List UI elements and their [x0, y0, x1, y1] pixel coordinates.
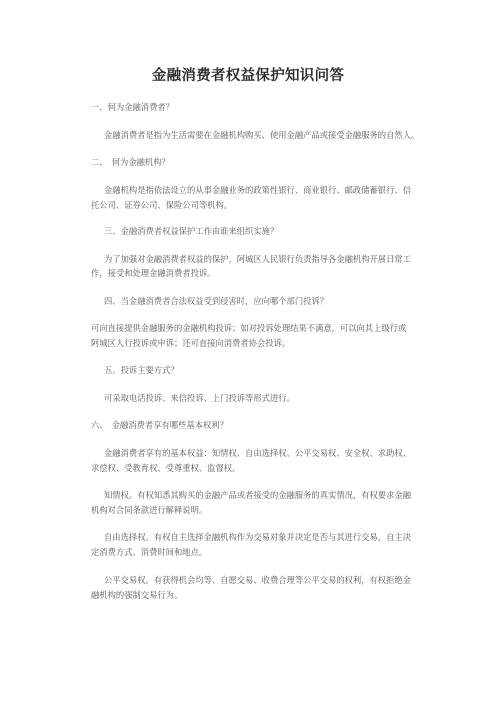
fair-trade-line-1: 公平交易权。有获得机会均等、自愿交易、收费合理等公平交易的权利，有权拒绝金 [104, 575, 411, 585]
free-choice-line-2: 定消费方式、消费时间和地点。 [91, 547, 208, 557]
document-title: 金融消费者权益保护知识问答 [151, 68, 345, 84]
answer-3-line-2: 作，接受和处理金融消费者投诉。 [91, 268, 216, 278]
answer-6-line-2: 求偿权、受教育权、受尊重权、监督权。 [91, 463, 241, 473]
question-6-heading: 六、 金融消费者享有哪些基本权利？ [91, 420, 228, 430]
question-2-heading: 二、 何为金融机构？ [91, 157, 170, 167]
question-4-heading: 四、当金融消费者合法权益受到侵害时，应向哪个部门投诉？ [104, 296, 329, 306]
answer-4-line-1: 可向直接提供金融服务的金融机构投诉；如对投诉处理结果不满意，可以向其上级行或 [91, 323, 407, 333]
fair-trade-line-2: 融机构的强制交易行为。 [91, 590, 183, 600]
answer-1-line-1: 金融消费者是指为生活需要在金融机构购买、使用金融产品或接受金融服务的自然人。 [104, 130, 420, 140]
question-3-heading: 三、金融消费者权益保护工作由谁来组织实施？ [104, 226, 279, 236]
answer-2-line-2: 托公司、证券公司、保险公司等机构。 [91, 200, 233, 210]
question-1-heading: 一、何为金融消费者？ [91, 102, 174, 112]
free-choice-line-1: 自由选择权。有权自主选择金融机构作为交易对象并决定是否与其进行交易，自主决 [104, 532, 411, 542]
answer-2-line-1: 金融机构是指依法设立的从事金融业务的政策性银行、商业银行、邮政储蓄银行、信 [104, 185, 411, 195]
right-to-know-line-1: 知情权。有权知悉其购买的金融产品或者接受的金融服务的真实情况，有权要求金融 [104, 490, 411, 500]
answer-5-line-1: 可采取电话投诉、来信投诉、上门投诉等形式进行。 [104, 393, 295, 403]
question-5-heading: 五、投诉主要方式？ [104, 365, 179, 375]
answer-4-line-2: 阿城区人行投诉或申诉；还可直接向消费者协会投诉。 [91, 338, 291, 348]
right-to-know-line-2: 机构对合同条款进行解释说明。 [91, 505, 208, 515]
answer-6-line-1: 金融消费者享有的基本权益：知情权、自由选择权、公平交易权、安全权、求助权、 [104, 448, 411, 458]
answer-3-line-1: 为了加强对金融消费者权益的保护，阿城区人民银行负责指导各金融机构开展日常工 [104, 254, 411, 264]
